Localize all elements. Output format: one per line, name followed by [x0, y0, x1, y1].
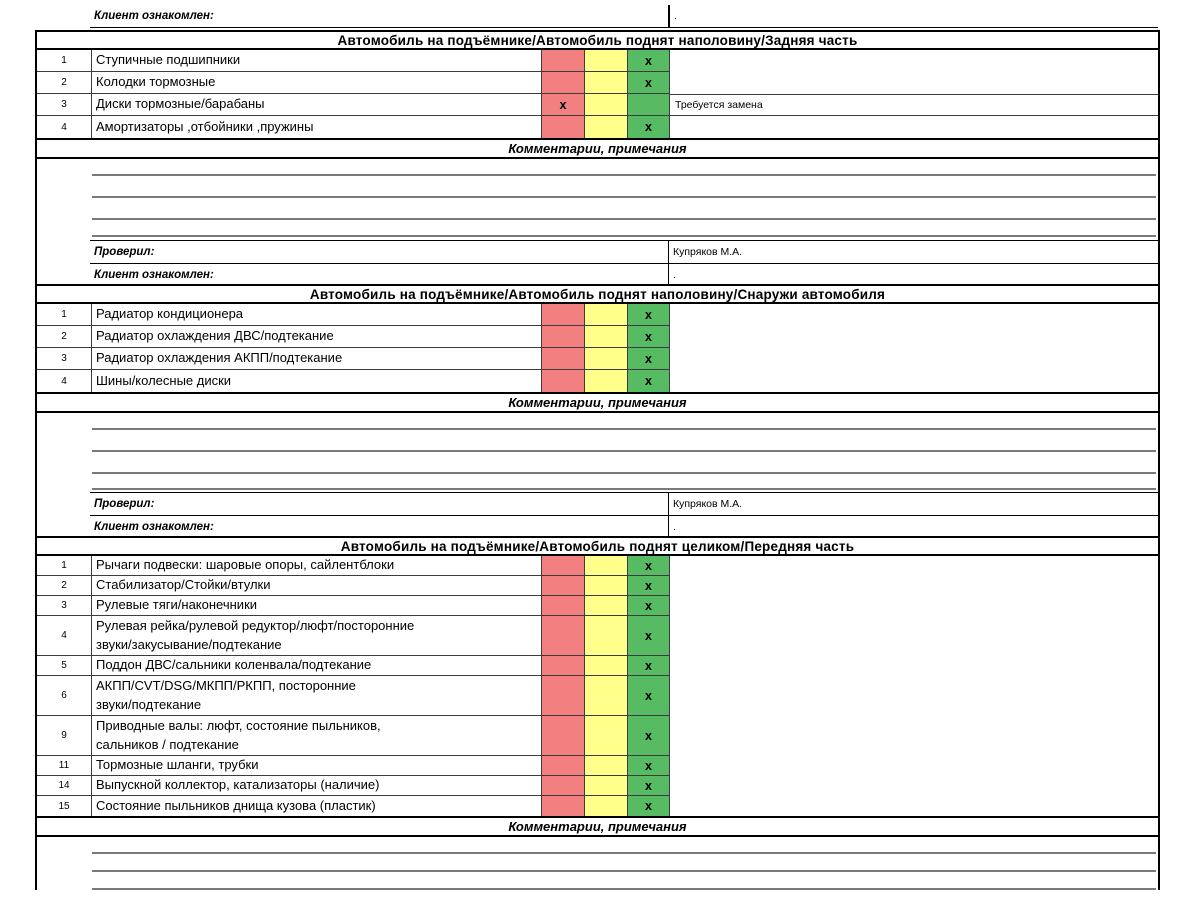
row-label: Приводные валы: люфт, состояние пыльников, сальников / подтекание	[92, 716, 542, 756]
status-cell-bad[interactable]	[542, 370, 584, 392]
row-number: 15	[37, 796, 92, 816]
status-cell-good[interactable]: x	[627, 776, 670, 796]
comment-line[interactable]	[92, 852, 1156, 854]
row-number: 5	[37, 656, 92, 676]
row-comment[interactable]	[670, 716, 1158, 756]
comment-line[interactable]	[92, 888, 1156, 890]
row-label: Поддон ДВС/сальники коленвала/подтекание	[92, 656, 542, 676]
table-row	[37, 326, 1158, 348]
status-cell-warn[interactable]	[584, 676, 627, 716]
sign-off-block	[90, 240, 1158, 285]
row-label: Ступичные подшипники	[92, 50, 542, 72]
status-cell-good[interactable]: x	[627, 326, 670, 348]
status-cell-warn[interactable]	[584, 776, 627, 796]
row-comment[interactable]	[670, 656, 1158, 676]
comment-line[interactable]	[92, 428, 1156, 430]
checked-by-label: Проверил:	[94, 498, 155, 510]
row-number: 1	[37, 556, 92, 576]
table-row	[37, 72, 1158, 94]
section-title: Автомобиль на подъёмнике/Автомобиль поднят наполовину/Задняя часть	[37, 32, 1158, 50]
row-label: Рулевые тяги/наконечники	[92, 596, 542, 616]
status-cell-good[interactable]: x	[627, 676, 670, 716]
section-lift-half-exterior	[35, 284, 1160, 413]
status-cell-good[interactable]: x	[627, 716, 670, 756]
row-number: 9	[37, 716, 92, 756]
status-cell-bad[interactable]	[542, 796, 584, 816]
status-cell-good[interactable]: x	[627, 576, 670, 596]
status-cell-bad[interactable]	[542, 676, 584, 716]
client-ack-top-row	[90, 5, 1158, 28]
row-comment[interactable]	[670, 116, 1158, 138]
row-number: 3	[37, 94, 92, 116]
status-cell-warn[interactable]	[584, 716, 627, 756]
status-cell-bad[interactable]	[542, 716, 584, 756]
checked-by-value[interactable]: Купряков М.А.	[668, 241, 1158, 263]
table-row	[37, 656, 1158, 676]
row-comment[interactable]	[670, 370, 1158, 392]
row-label: Диски тормозные/барабаны	[92, 94, 542, 116]
row-label: Рулевая рейка/рулевой редуктор/люфт/посторонние звуки/закусывание/подтекание	[92, 616, 542, 656]
row-comment[interactable]	[670, 796, 1158, 816]
table-row	[37, 596, 1158, 616]
comments-header: Комментарии, примечания	[37, 392, 1158, 411]
row-number: 4	[37, 370, 92, 392]
row-label: Радиатор охлаждения АКПП/подтекание	[92, 348, 542, 370]
row-number: 4	[37, 616, 92, 656]
row-number: 3	[37, 596, 92, 616]
row-label: Радиатор кондиционера	[92, 304, 542, 326]
status-cell-bad[interactable]	[542, 756, 584, 776]
row-comment[interactable]	[670, 676, 1158, 716]
status-cell-good[interactable]: x	[627, 796, 670, 816]
row-comment[interactable]: Требуется замена	[670, 94, 1158, 116]
comment-line[interactable]	[92, 196, 1156, 198]
comment-line[interactable]	[92, 472, 1156, 474]
comments-header: Комментарии, примечания	[37, 138, 1158, 157]
row-number: 1	[37, 304, 92, 326]
row-label: Выпускной коллектор, катализаторы (наличие)	[92, 776, 542, 796]
row-number: 6	[37, 676, 92, 716]
table-row	[37, 756, 1158, 776]
status-cell-good[interactable]	[627, 94, 670, 116]
row-comment[interactable]	[670, 304, 1158, 326]
status-cell-good[interactable]: x	[627, 72, 670, 94]
client-ack-value[interactable]: .	[668, 5, 1158, 28]
comments-header: Комментарии, примечания	[37, 816, 1158, 835]
checked-by-row	[90, 241, 1158, 263]
client-ack-row	[90, 263, 1158, 285]
status-cell-good[interactable]: x	[627, 596, 670, 616]
table-row	[37, 50, 1158, 72]
row-comment[interactable]	[670, 556, 1158, 576]
row-number: 11	[37, 756, 92, 776]
status-cell-warn[interactable]	[584, 556, 627, 576]
row-label: Колодки тормозные	[92, 72, 542, 94]
row-comment[interactable]	[670, 50, 1158, 72]
checked-by-row	[90, 493, 1158, 515]
status-cell-warn[interactable]	[584, 596, 627, 616]
comment-line[interactable]	[92, 450, 1156, 452]
status-cell-bad[interactable]	[542, 576, 584, 596]
status-cell-bad[interactable]	[542, 556, 584, 576]
status-cell-warn[interactable]	[584, 796, 627, 816]
status-cell-good[interactable]: x	[627, 370, 670, 392]
comment-line[interactable]	[92, 488, 1156, 490]
row-comment[interactable]	[670, 576, 1158, 596]
row-label: Амортизаторы ,отбойники ,пружины	[92, 116, 542, 138]
comment-line[interactable]	[92, 218, 1156, 220]
client-ack-label: Клиент ознакомлен:	[94, 268, 214, 281]
status-cell-warn[interactable]	[584, 656, 627, 676]
row-number: 2	[37, 326, 92, 348]
section-title: Автомобиль на подъёмнике/Автомобиль поднят наполовину/Снаружи автомобиля	[37, 286, 1158, 304]
checked-by-value[interactable]: Купряков М.А.	[668, 493, 1158, 515]
table-row	[37, 776, 1158, 796]
status-cell-good[interactable]: x	[627, 50, 670, 72]
row-label: Радиатор охлаждения ДВС/подтекание	[92, 326, 542, 348]
status-cell-warn[interactable]	[584, 50, 627, 72]
row-number: 14	[37, 776, 92, 796]
status-cell-good[interactable]: x	[627, 756, 670, 776]
row-comment[interactable]	[670, 326, 1158, 348]
table-row	[37, 348, 1158, 370]
row-label: Рычаги подвески: шаровые опоры, сайлентблоки	[92, 556, 542, 576]
status-cell-warn[interactable]	[584, 616, 627, 656]
section-title: Автомобиль на подъёмнике/Автомобиль поднят целиком/Передняя часть	[37, 538, 1158, 556]
status-cell-bad[interactable]	[542, 72, 584, 94]
row-label: Тормозные шланги, трубки	[92, 756, 542, 776]
comment-line[interactable]	[92, 870, 1156, 872]
status-cell-good[interactable]: x	[627, 348, 670, 370]
row-number: 2	[37, 72, 92, 94]
client-ack-value[interactable]: .	[668, 264, 1158, 285]
row-number: 1	[37, 50, 92, 72]
table-row	[37, 576, 1158, 596]
row-number: 2	[37, 576, 92, 596]
row-comment[interactable]	[670, 616, 1158, 656]
status-cell-bad[interactable]: x	[542, 94, 584, 116]
table-row	[37, 556, 1158, 576]
status-cell-bad[interactable]	[542, 616, 584, 656]
table-row	[37, 676, 1158, 716]
status-cell-warn[interactable]	[584, 348, 627, 370]
table-row	[37, 796, 1158, 816]
table-row	[37, 370, 1158, 392]
section-lift-half-rear	[35, 30, 1160, 159]
status-cell-bad[interactable]	[542, 116, 584, 138]
client-ack-row	[90, 515, 1158, 537]
table-row	[37, 716, 1158, 756]
row-number: 3	[37, 348, 92, 370]
status-cell-bad[interactable]	[542, 656, 584, 676]
comment-line[interactable]	[92, 174, 1156, 176]
status-cell-bad[interactable]	[542, 50, 584, 72]
row-label: Стабилизатор/Стойки/втулки	[92, 576, 542, 596]
table-row	[37, 116, 1158, 138]
checked-by-label: Проверил:	[94, 246, 155, 258]
status-cell-good[interactable]: x	[627, 656, 670, 676]
row-number: 4	[37, 116, 92, 138]
status-cell-warn[interactable]	[584, 326, 627, 348]
status-cell-warn[interactable]	[584, 304, 627, 326]
row-comment[interactable]	[670, 756, 1158, 776]
client-ack-value[interactable]: .	[668, 516, 1158, 537]
status-cell-warn[interactable]	[584, 576, 627, 596]
status-cell-good[interactable]: x	[627, 556, 670, 576]
status-cell-bad[interactable]	[542, 326, 584, 348]
row-label: АКПП/CVT/DSG/МКПП/РКПП, посторонние звуки/подтекание	[92, 676, 542, 716]
status-cell-bad[interactable]	[542, 304, 584, 326]
status-cell-warn[interactable]	[584, 72, 627, 94]
row-comment[interactable]	[670, 776, 1158, 796]
status-cell-warn[interactable]	[584, 756, 627, 776]
status-cell-warn[interactable]	[584, 116, 627, 138]
row-label: Состояние пыльников днища кузова (пластик)	[92, 796, 542, 816]
status-cell-good[interactable]: x	[627, 304, 670, 326]
client-ack-label: Клиент ознакомлен:	[94, 520, 214, 533]
table-row	[37, 94, 1158, 116]
row-label: Шины/колесные диски	[92, 370, 542, 392]
status-cell-warn[interactable]	[584, 370, 627, 392]
table-row	[37, 616, 1158, 656]
status-cell-warn[interactable]	[584, 94, 627, 116]
status-cell-bad[interactable]	[542, 776, 584, 796]
comment-line[interactable]	[92, 235, 1156, 237]
client-ack-label: Клиент ознакомлен:	[90, 5, 668, 28]
row-comment[interactable]	[670, 72, 1158, 94]
row-comment[interactable]	[670, 596, 1158, 616]
status-cell-bad[interactable]	[542, 596, 584, 616]
status-cell-bad[interactable]	[542, 348, 584, 370]
row-comment[interactable]	[670, 348, 1158, 370]
section-lift-full-front	[35, 536, 1160, 837]
status-cell-good[interactable]: x	[627, 616, 670, 656]
table-row	[37, 304, 1158, 326]
status-cell-good[interactable]: x	[627, 116, 670, 138]
sign-off-block	[90, 492, 1158, 537]
